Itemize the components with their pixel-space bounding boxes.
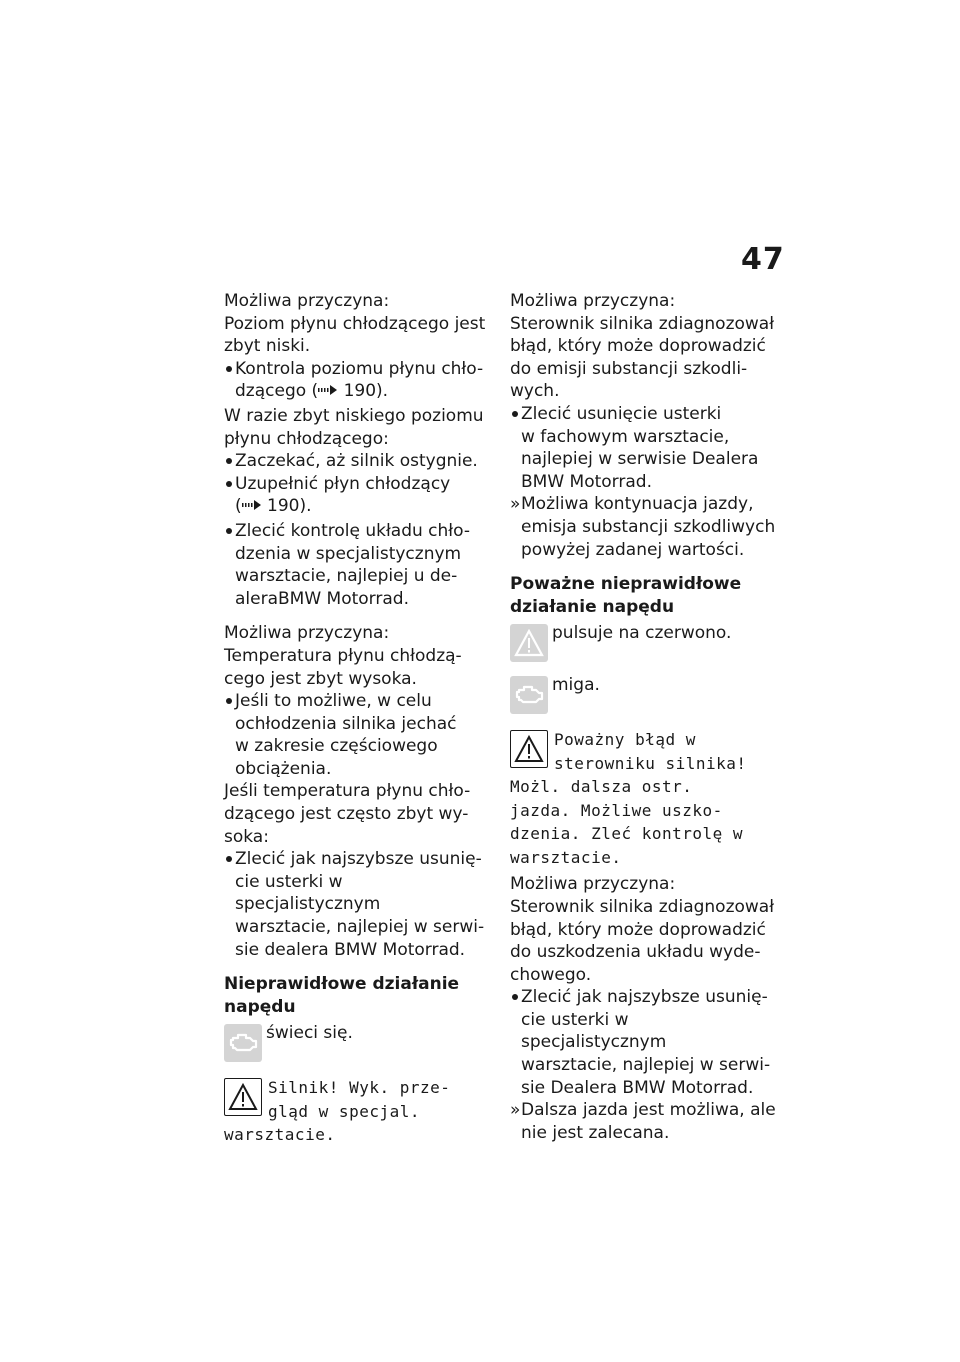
indicator-state: pulsuje na czerwono. [552, 623, 732, 644]
bullet-text: ( [235, 496, 242, 517]
cause-text-line: błąd, który może doprowadzić [510, 919, 766, 940]
bullet-text: Kontrola poziomu płynu chło- [235, 358, 484, 379]
bullet-text: obciążenia. [235, 758, 332, 779]
bullet-item [224, 473, 490, 520]
result-text: nie jest zalecana. [521, 1122, 670, 1143]
bullet-text: w fachowym warsztacie, [521, 426, 730, 447]
page-reference[interactable]: 190). [338, 381, 389, 402]
display-message [510, 728, 776, 869]
bullet-text: dzącego ( [235, 381, 319, 402]
condition-line: W razie zbyt niskiego poziomu [224, 405, 484, 426]
section-heading [510, 573, 776, 618]
left-column [224, 290, 490, 1147]
indicator-row [510, 622, 776, 666]
cause-text [510, 313, 776, 403]
bullet-item [510, 986, 776, 1099]
bullet-item [224, 690, 490, 780]
bullet-text: warsztacie, najlepiej w serwi- [235, 917, 485, 938]
warning-triangle-icon [510, 624, 548, 662]
engine-check-icon [510, 676, 548, 714]
bullet-text: sie Dealera BMW Motorrad. [521, 1077, 754, 1098]
bullet-text: Zlecić usunięcie usterki [521, 403, 722, 424]
engine-check-icon [224, 1024, 262, 1062]
bullet-item [224, 520, 490, 610]
result-text: emisja substancji szkodliwych [521, 516, 776, 537]
heading-line: Poważne nieprawidłowe [510, 574, 742, 595]
bullet-text: cie usterki w specjalistycznym [235, 871, 381, 915]
condition-line: Jeśli temperatura płynu chło- [224, 781, 471, 802]
indicator-row [510, 674, 776, 718]
bullet-text: dzenia w specjalistycznym [235, 543, 462, 564]
bullet-text: Zlecić kontrolę układu chło- [235, 520, 470, 541]
bullet-text: warsztacie, najlepiej w serwi- [521, 1055, 771, 1076]
right-column [510, 290, 776, 1144]
result-text: Dalsza jazda jest możliwa, ale [521, 1100, 776, 1121]
bullet-text: Zlecić jak najszybsze usunię- [521, 987, 768, 1008]
cause-label: Możliwa przyczyna: [224, 291, 390, 311]
bullet-text: aleraBMW Motorrad. [235, 588, 409, 609]
result-marker: » [510, 1100, 521, 1121]
cause-text-line: zbyt niski. [224, 336, 311, 357]
cause-text [224, 313, 490, 358]
cause-text-line: do emisji substancji szkodli- [510, 358, 748, 379]
cause-text-line: Temperatura płynu chłodzą- [224, 645, 462, 666]
indicator-state: świeci się. [266, 1023, 353, 1044]
section-heading [224, 973, 490, 1018]
result-item [510, 493, 776, 561]
bullet-text: w zakresie częściowego [235, 736, 438, 757]
bullet-text: sie dealera BMW Motorrad. [235, 939, 466, 960]
result-item [510, 1099, 776, 1144]
cause-label: Możliwa przyczyna: [510, 874, 676, 895]
warning-triangle-icon [510, 730, 548, 768]
cause-text-line: Sterownik silnika zdiagnozował [510, 896, 775, 917]
cause-text [510, 896, 776, 986]
cause-text-line: Sterownik silnika zdiagnozował [510, 313, 775, 334]
message-line: Silnik! Wyk. prze- [268, 1078, 451, 1098]
bullet-item [510, 403, 776, 493]
cause-text-line: chowego. [510, 964, 592, 985]
cause-label: Możliwa przyczyna: [510, 291, 676, 311]
message-line: warsztacie. [224, 1125, 336, 1145]
page-reference[interactable]: 190). [261, 496, 312, 517]
bullet-text: cie usterki w specjalistycznym [521, 1009, 667, 1053]
result-marker: » [510, 494, 521, 515]
bullet-text: Zlecić jak najszybsze usunię- [235, 849, 482, 870]
condition-text [224, 780, 490, 848]
cause-text-line: błąd, który może doprowadzić [510, 336, 766, 357]
cause-text [224, 645, 490, 690]
bullet-text: BMW Motorrad. [521, 471, 652, 492]
message-line: jazda. Możliwe uszko- [510, 800, 723, 820]
cause-label: Możliwa przyczyna: [224, 623, 390, 644]
bullet-text: Uzupełnić płyn chłodzący [235, 473, 451, 494]
condition-text [224, 405, 490, 450]
message-line: warsztacie. [510, 847, 622, 867]
cause-text-line: do uszkodzenia układu wyde- [510, 942, 761, 963]
warning-triangle-icon [224, 1078, 262, 1116]
page-reference-arrow-icon[interactable] [318, 385, 338, 400]
bullet-item [224, 848, 490, 961]
message-line: Możl. dalsza ostr. [510, 777, 693, 797]
heading-line: Nieprawidłowe działanie [224, 974, 460, 995]
bullet-item [224, 358, 490, 405]
result-text: powyżej zadanej wartości. [521, 539, 745, 560]
message-line: sterowniku silnika! [554, 753, 747, 773]
indicator-row [224, 1022, 490, 1066]
heading-line: napędu [224, 996, 296, 1017]
bullet-text: warsztacie, najlepiej u de- [235, 566, 458, 587]
page-number: 47 [741, 242, 785, 277]
cause-text-line: Poziom płynu chłodzącego jest [224, 313, 486, 334]
condition-line: soka: [224, 826, 269, 847]
condition-line: płynu chłodzącego: [224, 428, 389, 449]
message-line: Poważny błąd w [554, 730, 696, 750]
bullet-text: najlepiej w serwisie Dealera [521, 449, 759, 470]
bullet-text: ochłodzenia silnika jechać [235, 713, 457, 734]
heading-line: działanie napędu [510, 596, 675, 617]
bullet-text: Jeśli to możliwe, w celu [235, 691, 432, 712]
result-text: Możliwa kontynuacja jazdy, [521, 494, 754, 515]
page-reference-arrow-icon[interactable] [242, 500, 262, 515]
indicator-state: miga. [552, 675, 600, 696]
message-line: dzenia. Zleć kontrolę w [510, 824, 744, 844]
display-message [224, 1076, 490, 1147]
bullet-item [224, 450, 490, 473]
cause-text-line: wych. [510, 381, 560, 402]
message-line: gląd w specjal. [268, 1101, 420, 1121]
cause-text-line: cego jest zbyt wysoka. [224, 668, 417, 689]
condition-line: dzącego jest często zbyt wy- [224, 804, 469, 825]
bullet-text: Zaczekać, aż silnik ostygnie. [235, 451, 478, 472]
